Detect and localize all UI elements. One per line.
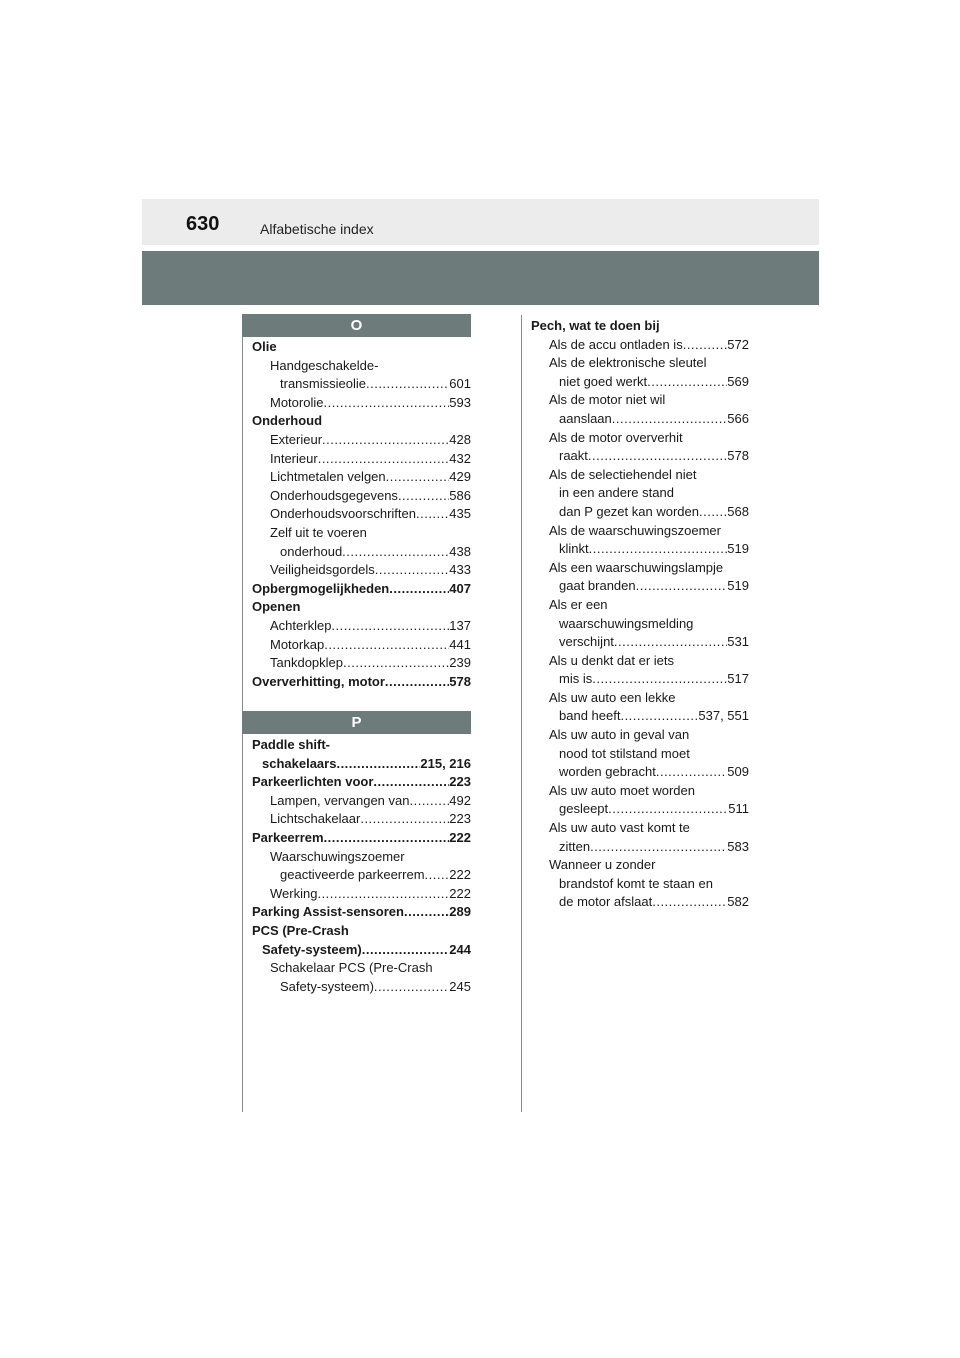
leader-dots [331, 617, 449, 636]
index-entry-label: dan P gezet kan worden [559, 503, 699, 519]
leader-dots [409, 792, 449, 811]
index-entry-page: 537, 551 [698, 708, 749, 724]
index-entry-page: 568 [727, 503, 749, 519]
index-entry-label: Onderhoudsvoorschriften [270, 506, 416, 522]
leader-dots [647, 373, 727, 392]
leader-dots [323, 394, 449, 413]
index-entry-label: Lampen, vervangen van [270, 792, 410, 808]
index-entry-page: 583 [727, 838, 749, 854]
leader-dots [652, 893, 727, 912]
index-entry [252, 543, 471, 562]
index-entry: Paddle shift- [252, 737, 331, 752]
index-entry-label: de motor afslaat [559, 894, 653, 910]
index-entry-page: 601 [449, 376, 471, 392]
index-entry: Als uw auto in geval van [549, 727, 690, 743]
index-entry-label: Lichtschakelaar [270, 811, 361, 827]
leader-dots [590, 838, 727, 857]
index-entry: Als de motor oververhit [549, 429, 683, 445]
index-entry-label: onderhoud [280, 543, 343, 559]
leader-dots [373, 773, 449, 792]
index-entry-label: Parkeerrem [252, 829, 324, 845]
leader-dots [360, 810, 449, 829]
index-entry-label: Veiligheidsgordels [270, 562, 375, 578]
index-entry [252, 468, 471, 487]
index-entry-page: 137 [449, 617, 471, 633]
index-entry: Handgeschakelde- [270, 357, 379, 373]
index-entry-label: schakelaars [262, 755, 337, 771]
index-entry-label: Safety-systeem) [280, 978, 374, 994]
index-entry [252, 636, 471, 655]
index-entry-page: 509 [727, 764, 749, 780]
index-entry [252, 792, 471, 811]
index-entry [252, 431, 471, 450]
index-entry-page: 531 [727, 634, 749, 650]
leader-dots [425, 866, 450, 885]
index-entry-page: 492 [449, 792, 471, 808]
index-entry [252, 810, 471, 829]
index-entry: Schakelaar PCS (Pre-Crash [270, 960, 433, 976]
index-entry [252, 978, 471, 997]
index-entry-page: 441 [449, 636, 471, 652]
leader-dots [614, 633, 727, 652]
index-entry-label: raakt [559, 448, 588, 464]
index-entry-label: Werking [270, 885, 318, 901]
leader-dots [620, 707, 698, 726]
index-entry [531, 800, 749, 819]
index-entry-label: Tankdopklep [270, 655, 343, 671]
index-entry [531, 893, 749, 912]
index-entry: Zelf uit te voeren [270, 524, 367, 540]
index-entry-label: klinkt [559, 541, 589, 557]
leader-dots [343, 654, 449, 673]
leader-dots [588, 447, 727, 466]
leader-dots [362, 941, 450, 960]
index-entry: Als de motor niet wil [549, 392, 666, 408]
index-entry-label: Parkeerlichten voor [252, 774, 374, 790]
index-entry-page: 222 [449, 885, 471, 901]
leader-dots [336, 755, 420, 774]
index-entry [531, 503, 749, 522]
index-entry-page: 222 [449, 829, 471, 845]
index-entry [252, 375, 471, 394]
index-entry: PCS (Pre-Crash [252, 922, 349, 938]
index-entry: Openen [252, 599, 301, 615]
index-entry: Als een waarschuwingslampje [549, 559, 724, 575]
index-entry-label: Achterklep [270, 617, 332, 633]
index-entry-label: mis is [559, 671, 593, 687]
index-entry-label: geactiveerde parkeerrem [280, 867, 425, 883]
index-entry-page: 566 [727, 410, 749, 426]
index-entry [252, 773, 471, 792]
leader-dots [324, 636, 449, 655]
index-entry [531, 670, 749, 689]
index-entry [252, 829, 471, 848]
index-entry [531, 447, 749, 466]
leader-dots [398, 487, 449, 506]
index-entry: brandstof komt te staan en [559, 875, 713, 891]
index-entry [531, 410, 749, 429]
index-entry-label: Oververhitting, motor [252, 673, 385, 689]
index-entry: Als uw auto een lekke [549, 689, 676, 705]
index-entry [252, 903, 471, 922]
index-entry-page: 433 [449, 562, 471, 578]
index-entry [531, 707, 749, 726]
index-entry-page: 438 [449, 543, 471, 559]
index-entry-label: aanslaan [559, 410, 612, 426]
index-entry-label: niet goed werkt [559, 373, 648, 389]
section-letter-o: O [242, 314, 471, 337]
index-entry: waarschuwingsmelding [559, 615, 694, 631]
index-entry-page: 511 [728, 801, 749, 817]
index-entry-page: 569 [727, 373, 749, 389]
header-band [142, 199, 819, 245]
leader-dots [612, 410, 728, 429]
index-entry: Als de waarschuwingszoemer [549, 522, 721, 538]
index-entry: Als u denkt dat er iets [549, 652, 675, 668]
leader-dots [366, 375, 449, 394]
index-entry: Als de selectiehendel niet [549, 466, 697, 482]
leader-dots [385, 673, 449, 692]
index-entry [252, 941, 471, 960]
index-entry-label: Onderhoudsgegevens [270, 487, 398, 503]
index-entry-label: band heeft [559, 708, 621, 724]
index-entry [531, 763, 749, 782]
index-column-p [252, 736, 471, 996]
index-entry [252, 673, 471, 692]
index-entry-label: zitten [559, 838, 591, 854]
leader-dots [592, 670, 727, 689]
index-entry-page: 239 [449, 655, 471, 671]
leader-dots [322, 431, 449, 450]
index-entry [252, 394, 471, 413]
leader-dots [656, 763, 727, 782]
column-divider-right [521, 315, 522, 1112]
leader-dots [386, 468, 450, 487]
leader-dots [324, 829, 450, 848]
index-entry-page: 222 [449, 867, 471, 883]
index-entry-page: 572 [727, 336, 749, 352]
index-entry [252, 654, 471, 673]
index-entry-page: 245 [449, 978, 471, 994]
index-entry [531, 540, 749, 559]
index-entry [531, 838, 749, 857]
leader-dots [318, 450, 450, 469]
leader-dots [404, 903, 449, 922]
leader-dots [608, 800, 728, 819]
index-entry: Wanneer u zonder [549, 857, 656, 873]
index-entry: Waarschuwingszoemer [270, 848, 405, 864]
index-entry [531, 633, 749, 652]
index-entry [252, 617, 471, 636]
index-entry-page: 578 [449, 673, 471, 689]
index-entry-label: Exterieur [270, 431, 323, 447]
index-entry: Als er een [549, 596, 608, 612]
leader-dots [375, 561, 450, 580]
index-column-right [531, 317, 749, 912]
index-entry [252, 505, 471, 524]
leader-dots [374, 978, 449, 997]
index-entry-page: 289 [449, 904, 471, 920]
index-entry-page: 519 [727, 541, 749, 557]
leader-dots [699, 503, 727, 522]
index-entry-label: Opbergmogelijkheden [252, 580, 390, 596]
leader-dots [636, 577, 728, 596]
leader-dots [317, 885, 449, 904]
leader-dots [416, 505, 449, 524]
index-entry-page: 582 [727, 894, 749, 910]
index-entry-label: Safety-systeem) [262, 941, 362, 957]
index-entry-label: Als de accu ontladen is [549, 336, 683, 352]
index-entry-page: 244 [449, 941, 471, 957]
index-entry-page: 435 [449, 506, 471, 522]
index-entry-page: 223 [449, 811, 471, 827]
index-entry-page: 519 [727, 578, 749, 594]
page-title: Alfabetische index [260, 221, 374, 237]
index-entry-page: 429 [449, 469, 471, 485]
leader-dots [342, 543, 449, 562]
index-entry [252, 561, 471, 580]
index-entry-page: 223 [449, 774, 471, 790]
index-entry-label: transmissieolie [280, 376, 366, 392]
index-entry: nood tot stilstand moet [559, 745, 690, 761]
index-entry [252, 580, 471, 599]
index-entry-page: 593 [449, 394, 471, 410]
index-entry: Pech, wat te doen bij [531, 318, 660, 333]
index-entry-label: worden gebracht [559, 764, 656, 780]
index-entry-page: 578 [727, 448, 749, 464]
index-entry-page: 407 [449, 580, 471, 596]
leader-dots [389, 580, 449, 599]
index-entry-label: gesleept [559, 801, 609, 817]
index-entry-label: Interieur [270, 450, 318, 466]
index-entry-page: 428 [449, 431, 471, 447]
index-entry-page: 586 [449, 487, 471, 503]
leader-dots [589, 540, 728, 559]
index-entry [531, 336, 749, 355]
leader-dots [683, 336, 728, 355]
index-entry [252, 450, 471, 469]
index-entry [531, 577, 749, 596]
index-entry [531, 373, 749, 392]
index-entry: Olie [252, 339, 277, 354]
index-entry [252, 866, 471, 885]
index-entry-label: gaat branden [559, 578, 636, 594]
index-entry: Als de elektronische sleutel [549, 355, 707, 371]
section-band [142, 251, 819, 305]
index-entry [252, 487, 471, 506]
index-entry-label: Motorolie [270, 394, 324, 410]
page-number: 630 [186, 213, 220, 235]
index-entry-label: verschijnt [559, 634, 614, 650]
index-entry: Onderhoud [252, 413, 323, 429]
index-entry: Als uw auto moet worden [549, 782, 695, 798]
index-entry [252, 885, 471, 904]
index-entry-page: 215, 216 [420, 755, 471, 771]
index-entry-label: Lichtmetalen velgen [270, 469, 386, 485]
index-entry-label: Motorkap [270, 636, 325, 652]
index-entry [252, 755, 471, 774]
index-entry-page: 432 [449, 450, 471, 466]
index-entry: Als uw auto vast komt te [549, 820, 690, 836]
index-entry: in een andere stand [559, 485, 674, 501]
index-column-o [252, 338, 471, 691]
index-entry-label: Parking Assist-sensoren [252, 904, 404, 920]
index-entry-page: 517 [727, 671, 749, 687]
section-letter-p: P [242, 711, 471, 734]
